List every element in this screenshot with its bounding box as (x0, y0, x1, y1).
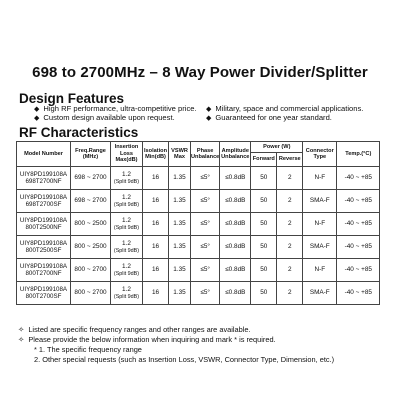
cell-model (17, 236, 71, 259)
cell-freq: 698 ~ 2700 (71, 190, 111, 213)
il-split: (Split 9dB) (113, 202, 140, 208)
cell-iso: 16 (143, 259, 169, 282)
cell-rev: 2 (277, 190, 303, 213)
diamond-bullet-icon: ◆ (206, 115, 212, 122)
header-connector: Connector Type (303, 142, 337, 167)
cell-temp: -40 ~ +85 (337, 167, 380, 190)
il-value: 1.2 (122, 262, 131, 270)
cell-amp: ≤0.8dB (220, 213, 251, 236)
cell-freq: 698 ~ 2700 (71, 167, 111, 190)
cell-fwd: 50 (251, 190, 277, 213)
il-value: 1.2 (122, 170, 131, 178)
header-vswr: VSWR Max (169, 142, 191, 167)
cell-amp: ≤0.8dB (220, 167, 251, 190)
header-temp: Temp.(°C) (337, 142, 380, 167)
note-line: ✧ Listed are specific frequency ranges and other ranges are available. (18, 325, 251, 334)
feature-item: ◆ Guaranteed for one year standard. (206, 113, 332, 122)
cell-fwd: 50 (251, 282, 277, 305)
cell-iso: 16 (143, 213, 169, 236)
il-split: (Split 9dB) (113, 179, 140, 185)
model-line: 800T2700SF (25, 293, 62, 300)
diamond-bullet-icon: ◆ (206, 106, 212, 113)
cell-iso: 16 (143, 190, 169, 213)
diamond-outline-icon: ✧ (18, 335, 25, 344)
cell-temp: -40 ~ +85 (337, 213, 380, 236)
design-features-heading: Design Features (19, 91, 125, 106)
model-line: UIY8PD199108A (19, 170, 68, 178)
table-row (17, 167, 380, 190)
note-line: 2. Other special requests (such as Insertion Loss, VSWR, Connector Type, Dimension, etc.) (34, 355, 335, 364)
note-line: ✧ Please provide the below information when inquiring and mark * is required. (18, 335, 276, 344)
cell-temp: -40 ~ +85 (337, 259, 380, 282)
model-line: UIY8PD199108A (19, 216, 68, 224)
cell-conn: N-F (303, 167, 337, 190)
il-value: 1.2 (122, 285, 131, 293)
cell-fwd: 50 (251, 213, 277, 236)
cell-phase: ≤5° (191, 213, 220, 236)
feature-item: ◆ Military, space and commercial applications. (206, 104, 364, 113)
model-line: UIY8PD199108A (19, 262, 68, 270)
cell-freq: 800 ~ 2700 (71, 282, 111, 305)
page-title: 698 to 2700MHz – 8 Way Power Divider/Splitter (32, 64, 368, 81)
rf-characteristics-heading: RF Characteristics (19, 125, 139, 140)
il-split: (Split 9dB) (113, 248, 140, 254)
il-value: 1.2 (122, 193, 131, 201)
cell-vswr: 1.35 (169, 167, 191, 190)
table-row (17, 190, 380, 213)
cell-il (111, 236, 143, 259)
cell-phase: ≤5° (191, 190, 220, 213)
cell-amp: ≤0.8dB (220, 259, 251, 282)
cell-il (111, 167, 143, 190)
diamond-bullet-icon: ◆ (34, 115, 40, 122)
cell-amp: ≤0.8dB (220, 236, 251, 259)
model-line: UIY8PD199108A (19, 193, 68, 201)
model-line: 800T2700NF (25, 270, 62, 277)
rf-characteristics-table (16, 141, 380, 305)
model-line: 698T2700SF (25, 201, 62, 208)
cell-il (111, 213, 143, 236)
cell-rev: 2 (277, 213, 303, 236)
table-row (17, 282, 380, 305)
cell-il (111, 190, 143, 213)
cell-conn: N-F (303, 213, 337, 236)
cell-temp: -40 ~ +85 (337, 282, 380, 305)
cell-phase: ≤5° (191, 282, 220, 305)
il-value: 1.2 (122, 239, 131, 247)
cell-model (17, 259, 71, 282)
cell-rev: 2 (277, 236, 303, 259)
il-split: (Split 9dB) (113, 294, 140, 300)
cell-model (17, 213, 71, 236)
cell-phase: ≤5° (191, 167, 220, 190)
feature-item: ◆ Custom design available upon request. (34, 113, 175, 122)
cell-model (17, 282, 71, 305)
il-split: (Split 9dB) (113, 271, 140, 277)
cell-phase: ≤5° (191, 236, 220, 259)
table-row (17, 236, 380, 259)
header-freq: Freq.Range (MHz) (71, 142, 111, 167)
cell-amp: ≤0.8dB (220, 190, 251, 213)
cell-rev: 2 (277, 282, 303, 305)
cell-fwd: 50 (251, 236, 277, 259)
cell-vswr: 1.35 (169, 213, 191, 236)
header-forward: Forward (251, 153, 277, 167)
cell-il (111, 282, 143, 305)
cell-fwd: 50 (251, 167, 277, 190)
il-split: (Split 9dB) (113, 225, 140, 231)
il-value: 1.2 (122, 216, 131, 224)
cell-freq: 800 ~ 2500 (71, 213, 111, 236)
cell-freq: 800 ~ 2500 (71, 236, 111, 259)
model-line: 800T2500SF (25, 247, 62, 254)
feature-item: ◆ High RF performance, ultra-competitive price. (34, 104, 197, 113)
cell-iso: 16 (143, 167, 169, 190)
table-row (17, 213, 380, 236)
diamond-outline-icon: ✧ (18, 325, 25, 334)
cell-iso: 16 (143, 282, 169, 305)
notes (18, 325, 334, 365)
cell-vswr: 1.35 (169, 282, 191, 305)
model-line: 800T2500NF (25, 224, 62, 231)
header-phase: Phase Unbalance (191, 142, 220, 167)
header-insertion-loss: Insertion Loss Max(dB) (111, 142, 143, 167)
cell-vswr: 1.35 (169, 259, 191, 282)
model-line: 698T2700NF (25, 178, 62, 185)
cell-freq: 800 ~ 2700 (71, 259, 111, 282)
cell-rev: 2 (277, 259, 303, 282)
cell-amp: ≤0.8dB (220, 282, 251, 305)
header-model: Model Number (17, 142, 71, 167)
diamond-bullet-icon: ◆ (34, 106, 40, 113)
cell-conn: N-F (303, 259, 337, 282)
cell-vswr: 1.35 (169, 236, 191, 259)
cell-temp: -40 ~ +85 (337, 190, 380, 213)
cell-conn: SMA-F (303, 282, 337, 305)
note-line: * 1. The specific frequency range (34, 345, 142, 354)
header-isolation: Isolation Min(dB) (143, 142, 169, 167)
cell-model (17, 190, 71, 213)
cell-conn: SMA-F (303, 190, 337, 213)
cell-temp: -40 ~ +85 (337, 236, 380, 259)
model-line: UIY8PD199108A (19, 239, 68, 247)
cell-model (17, 167, 71, 190)
cell-fwd: 50 (251, 259, 277, 282)
cell-iso: 16 (143, 236, 169, 259)
cell-conn: SMA-F (303, 236, 337, 259)
header-power: Power (W) (251, 142, 303, 153)
header-amplitude: Amplitude Unbalance (220, 142, 251, 167)
header-reverse: Reverse (277, 153, 303, 167)
cell-vswr: 1.35 (169, 190, 191, 213)
cell-il (111, 259, 143, 282)
cell-phase: ≤5° (191, 259, 220, 282)
table-row (17, 259, 380, 282)
model-line: UIY8PD199108A (19, 285, 68, 293)
cell-rev: 2 (277, 167, 303, 190)
